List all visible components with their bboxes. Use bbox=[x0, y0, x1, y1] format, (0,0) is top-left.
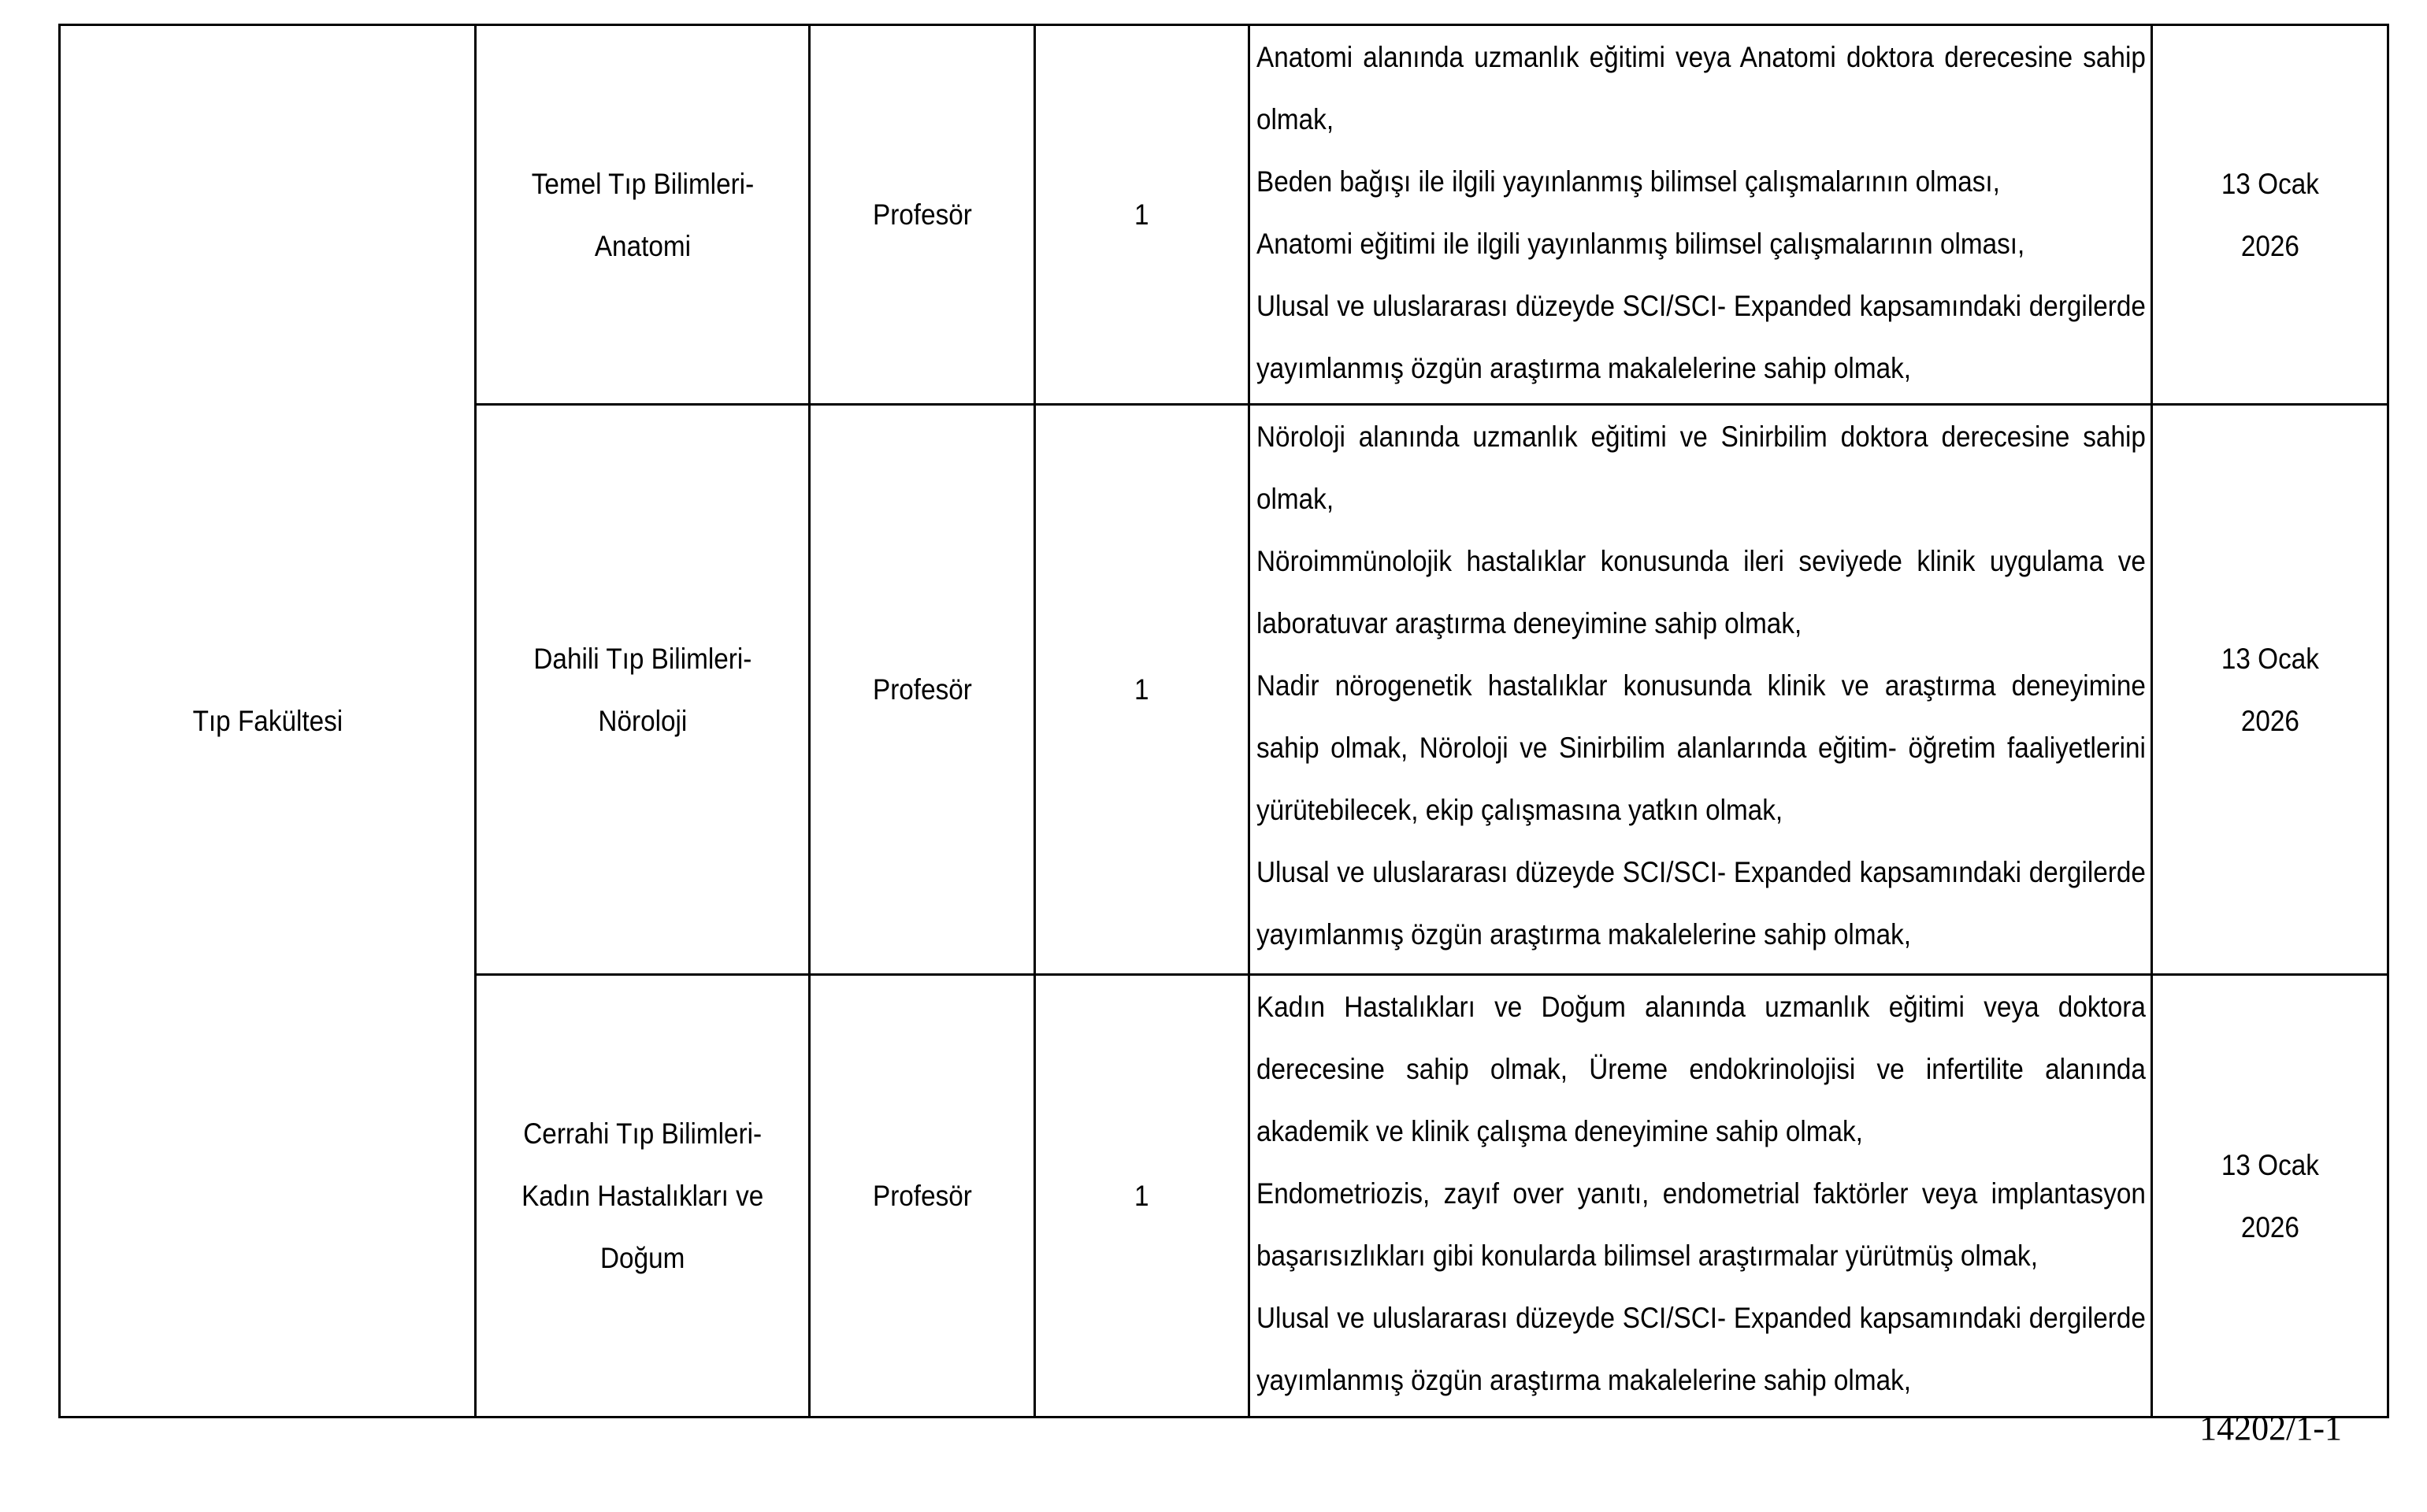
count-cell bbox=[1035, 405, 1249, 975]
requirement-text: Ulusal ve uluslararası düzeyde SCI/SCI- Expanded kapsamındaki dergilerde yayımlanmış özgün araştırma makalelerine sahip olmak, bbox=[1256, 290, 2146, 384]
position-count: 1 bbox=[1134, 673, 1149, 706]
requirement-text: Anatomi eğitimi ile ilgili yayınlanmış bilimsel çalışmalarının olması, bbox=[1256, 228, 2025, 260]
requirement-text: Nadir nörogenetik hastalıklar konusunda klinik ve araştırma deneyimine sahip olmak, Nöroloji ve Sinirbilim alanlarında eğitim- öğretim faaliyetlerini yürütebilecek, ekip çalışmasına yatkın olmak, bbox=[1256, 669, 2146, 826]
table-row bbox=[60, 25, 2388, 405]
date-cell bbox=[2152, 405, 2388, 975]
faculty-name: Tıp Fakültesi bbox=[192, 705, 343, 737]
position-count: 1 bbox=[1134, 1180, 1149, 1212]
requirement-text: Endometriozis, zayıf over yanıtı, endometrial faktörler veya implantasyon başarısızlıkları gibi konularda bilimsel araştırmalar yürütmüş olmak, bbox=[1256, 1177, 2146, 1272]
date-line: 13 Ocak bbox=[2221, 1148, 2319, 1181]
department-cell bbox=[476, 975, 810, 1418]
department-line: Doğum bbox=[599, 1242, 685, 1274]
date-line: 13 Ocak bbox=[2221, 167, 2319, 200]
academic-title: Profesör bbox=[872, 1180, 972, 1212]
requirement-text: Kadın Hastalıkları ve Doğum alanında uzmanlık eğitimi veya doktora derecesine sahip olmak, Üreme endokrinolojisi ve infertilite alanında akademik ve klinik çalışma deneyimine sahip olmak, bbox=[1256, 991, 2146, 1147]
date-cell bbox=[2152, 975, 2388, 1418]
department-line: Nöroloji bbox=[598, 704, 687, 737]
department-line: Dahili Tıp Bilimleri- bbox=[533, 642, 751, 675]
requirements-cell bbox=[1249, 975, 2152, 1418]
requirement-text: Ulusal ve uluslararası düzeyde SCI/SCI- Expanded kapsamındaki dergilerde yayımlanmış özgün araştırma makalelerine sahip olmak, bbox=[1256, 856, 2146, 951]
requirement-text: Anatomi alanında uzmanlık eğitimi veya Anatomi doktora derecesine sahip olmak, bbox=[1256, 41, 2146, 135]
date-line: 2026 bbox=[2240, 1210, 2299, 1243]
requirements-cell bbox=[1249, 25, 2152, 405]
department-line: Temel Tıp Bilimleri- bbox=[531, 167, 754, 200]
requirement-text: Ulusal ve uluslararası düzeyde SCI/SCI- Expanded kapsamındaki dergilerde yayımlanmış özgün araştırma makalelerine sahip olmak, bbox=[1256, 1302, 2146, 1396]
department-line: Anatomi bbox=[594, 229, 691, 262]
department-line: Cerrahi Tıp Bilimleri- bbox=[523, 1117, 762, 1150]
requirements-cell bbox=[1249, 405, 2152, 975]
count-cell bbox=[1035, 975, 1249, 1418]
title-cell bbox=[810, 975, 1035, 1418]
department-cell bbox=[476, 25, 810, 405]
requirement-text: Beden bağışı ile ilgili yayınlanmış bilimsel çalışmalarının olması, bbox=[1256, 165, 2000, 198]
page-number: 14202/1-1 bbox=[2199, 1409, 2342, 1447]
requirement-text: Nöroimmünolojik hastalıklar konusunda ileri seviyede klinik uygulama ve laboratuvar araştırma deneyimine sahip olmak, bbox=[1256, 545, 2146, 639]
academic-title: Profesör bbox=[872, 198, 972, 231]
title-cell bbox=[810, 405, 1035, 975]
count-cell bbox=[1035, 25, 1249, 405]
requirement-text: Nöroloji alanında uzmanlık eğitimi ve Sinirbilim doktora derecesine sahip olmak, bbox=[1256, 421, 2146, 515]
position-count: 1 bbox=[1134, 198, 1149, 231]
date-cell bbox=[2152, 25, 2388, 405]
title-cell bbox=[810, 25, 1035, 405]
department-line: Kadın Hastalıkları ve bbox=[521, 1180, 764, 1212]
date-line: 2026 bbox=[2240, 229, 2299, 262]
academic-title: Profesör bbox=[872, 673, 972, 706]
department-cell bbox=[476, 405, 810, 975]
positions-table bbox=[58, 24, 2389, 1418]
date-line: 13 Ocak bbox=[2221, 642, 2319, 675]
date-line: 2026 bbox=[2240, 704, 2299, 737]
faculty-cell bbox=[60, 25, 476, 1418]
